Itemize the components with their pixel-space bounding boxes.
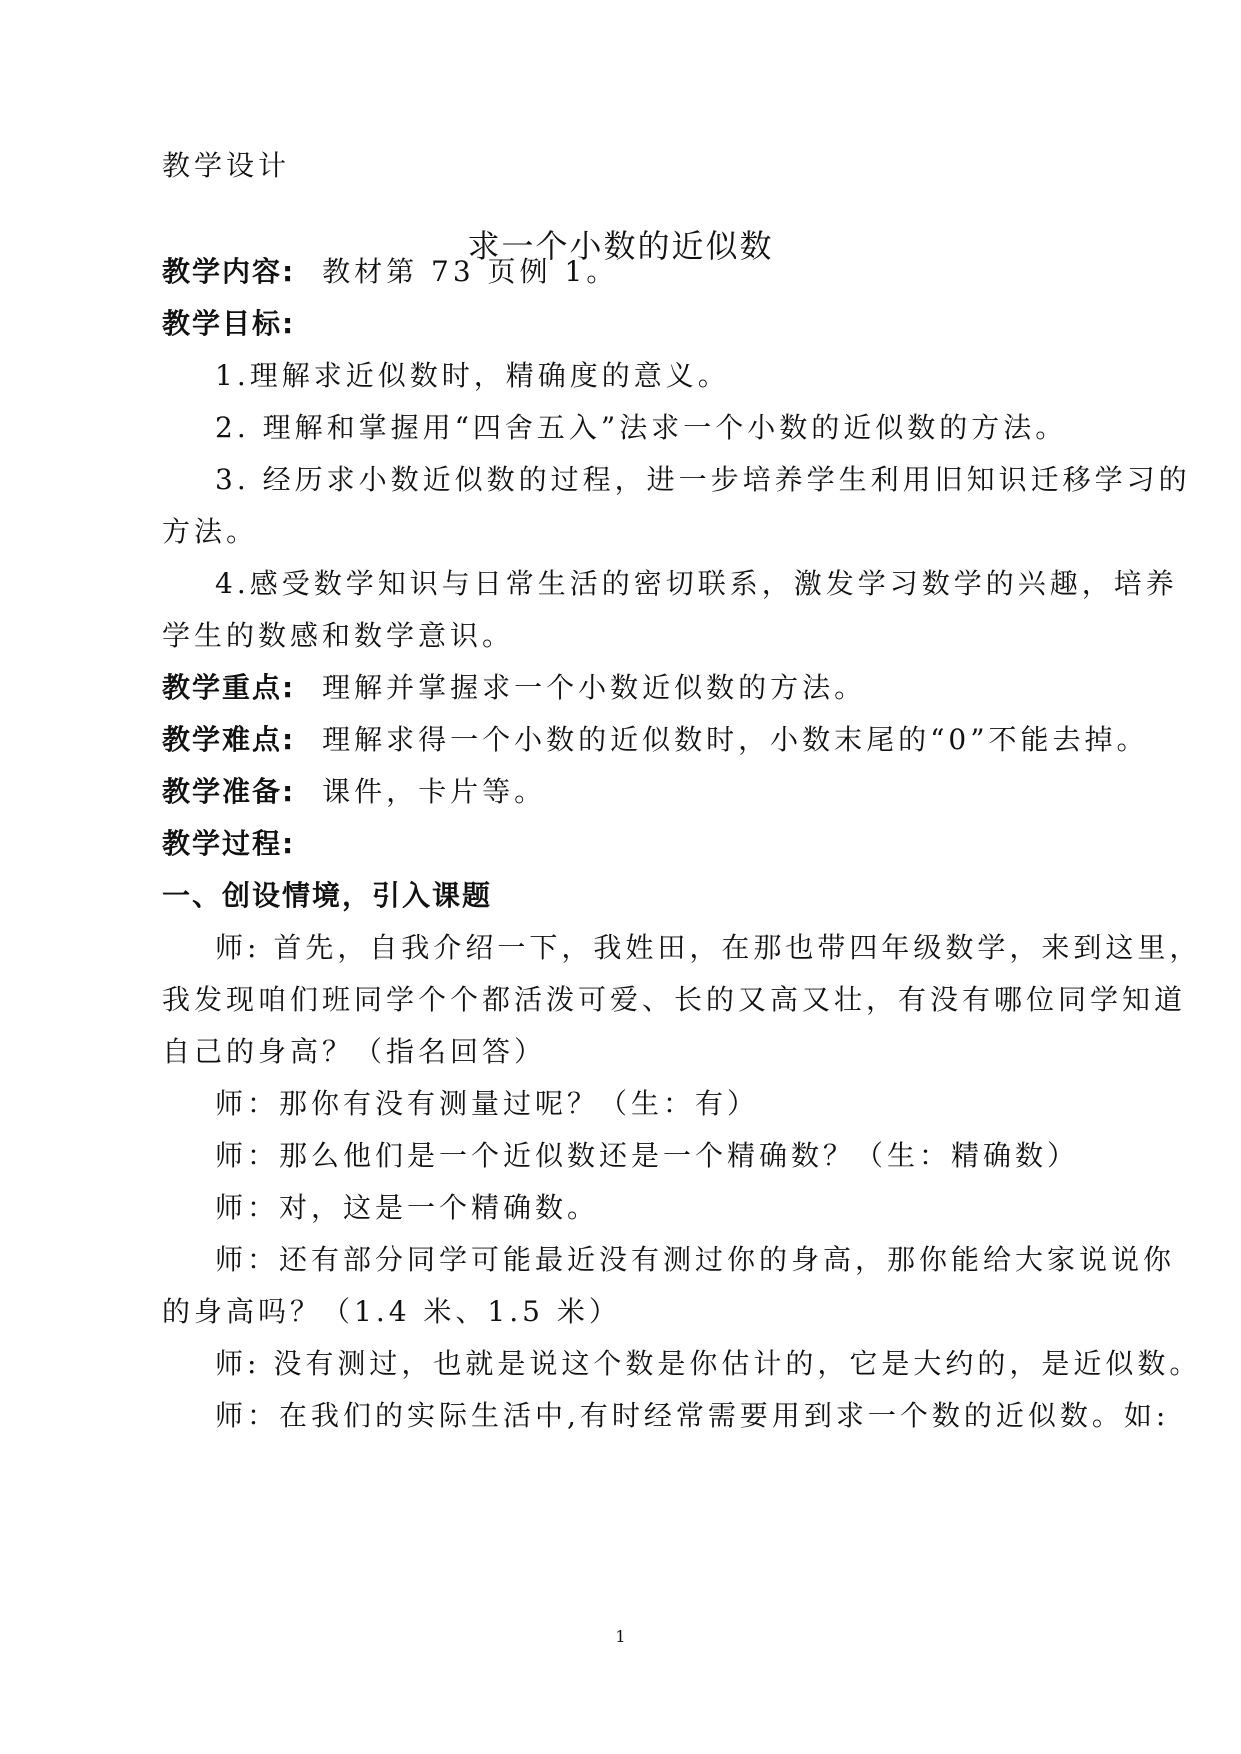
paragraph-line: 师：还有部分同学可能最近没有测过你的身高，那你能给大家说说你 [215,1243,1176,1276]
goal-item-continuation: 学生的数感和数学意识。 [162,619,515,652]
teaching-content-row [162,252,1092,292]
goal-item: 4.感受数学知识与日常生活的密切联系，激发学习数学的兴趣，培养 [215,567,1178,600]
paragraph-line: 的身高吗？（1.4 米、1.5 米） [162,1295,621,1328]
goal-item: 3. 经历求小数近似数的过程，进一步培养学生利用旧知识迁移学习的 [215,463,1191,496]
preparation-text: 课件，卡片等。 [322,775,547,808]
teaching-goals-label-row [162,304,1092,344]
goal-item-continuation: 方法。 [162,515,259,548]
preparation-row [162,772,1092,812]
paragraph-line: 师：在我们的实际生活中,有时经常需要用到求一个数的近似数。如: [215,1399,1170,1432]
paragraph-line: 师: 没有测过，也就是说这个数是你估计的，它是大约的，是近似数。 [215,1347,1202,1380]
paragraph-line: 自己的身高？（指名回答） [162,1035,547,1068]
teaching-content-label: 教学内容: [162,255,296,288]
goal-item: 1.理解求近似数时，精确度的意义。 [215,359,730,392]
teaching-content-text: 教材第 73 页例 1。 [322,255,619,288]
paragraph-line: 我发现咱们班同学个个都活泼可爱、长的又高又壮，有没有哪位同学知道 [162,983,1187,1016]
difficulty-label: 教学难点: [162,723,296,756]
page-number: 1 [615,1627,626,1646]
goal-item: 2. 理解和掌握用“四舍五入”法求一个小数的近似数的方法。 [215,411,1068,444]
paragraph-line: 师: 首先，自我介绍一下，我姓田，在那也带四年级数学，来到这里， [215,931,1202,964]
paragraph-line: 师：那么他们是一个近似数还是一个精确数？（生：精确数） [215,1139,1080,1172]
page-title: 求一个小数的近似数 [467,227,774,265]
process-label-row [162,824,1092,864]
difficulty-row [162,720,1149,760]
process-label: 教学过程: [162,827,296,860]
section-heading: 一、创设情境，引入课题 [162,879,493,912]
key-point-text: 理解并掌握求一个小数近似数的方法。 [322,671,867,704]
teaching-goals-label: 教学目标: [162,307,296,340]
preparation-label: 教学准备: [162,775,296,808]
paragraph-line: 师：那你有没有测量过呢？（生：有） [215,1087,760,1120]
paragraph-line: 师：对，这是一个精确数。 [215,1191,600,1224]
difficulty-text: 理解求得一个小数的近似数时，小数末尾的“0”不能去掉。 [322,723,1149,756]
document-type-label: 教学设计 [162,149,291,182]
key-point-label: 教学重点: [162,671,296,704]
key-point-row [162,668,1092,708]
